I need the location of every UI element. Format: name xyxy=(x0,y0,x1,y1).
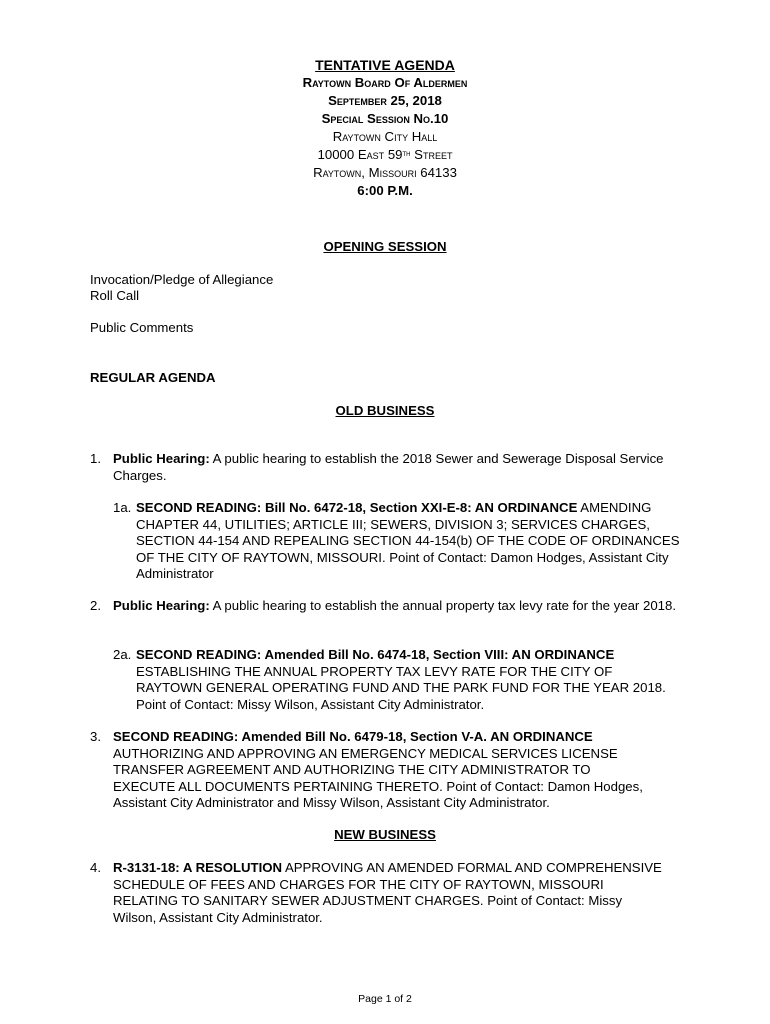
opening-session-heading: OPENING SESSION xyxy=(323,239,447,254)
item-number: 3. xyxy=(90,729,101,744)
item-number: 4. xyxy=(90,860,101,875)
item-lead: Public Hearing: xyxy=(113,598,210,613)
old-business-heading: OLD BUSINESS xyxy=(335,403,435,418)
item-number: 2. xyxy=(90,598,101,613)
item-lead: SECOND READING: Amended Bill No. 6479-18, Section V-A. AN ORDINANCE xyxy=(113,729,593,744)
invocation-item: Invocation/Pledge of Allegiance xyxy=(90,272,274,287)
street-number: 10000 East 59 xyxy=(317,147,403,162)
item-number: 1a. xyxy=(113,500,132,515)
item-lead: SECOND READING: Amended Bill No. 6474-18, Section VIII: AN ORDINANCE xyxy=(136,647,615,662)
session-label: Special Session No.10 xyxy=(321,111,449,126)
public-comments-item: Public Comments xyxy=(90,320,194,335)
item-number: 1. xyxy=(90,451,101,466)
item-lead: R-3131-18: A RESOLUTION xyxy=(113,860,283,875)
agenda-item-3 xyxy=(113,729,653,812)
street-name: Street xyxy=(410,147,453,162)
item-text: AMENDING CHAPTER 44, UTILITIES; ARTICLE III; SEWERS, DIVISION 3; SERVICES CHARGES, SECTION 44-154 AND REPEALING SECTION 44-154(b) OF THE CODE OF ORDINANCES OF THE CITY OF RAYTOWN, MISSOURI. Point of Contact: Damon Hodges, Assistant City Administrator xyxy=(136,500,680,581)
item-text: A public hearing to establish the 2018 Sewer and Sewerage Disposal Service Charges. xyxy=(113,451,664,483)
meeting-time: 6:00 P.M. xyxy=(357,183,413,198)
roll-call-item: Roll Call xyxy=(90,288,140,303)
agenda-item-2 xyxy=(113,598,678,615)
city-state-zip: Raytown, Missouri 64133 xyxy=(313,165,457,180)
item-number: 2a. xyxy=(113,647,132,662)
item-text: AUTHORIZING AND APPROVING AN EMERGENCY MEDICAL SERVICES LICENSE TRANSFER AGREEMENT AND AUTHORIZING THE CITY ADMINISTRATOR TO EXECUTE ALL DOCUMENTS PERTAINING THERETO. Point of Contact: Damon Hodges, Assistant City Administrator and Missy Wilson, Assistant City Administrator. xyxy=(113,745,643,810)
agenda-item-4 xyxy=(113,860,668,926)
agenda-item-1a xyxy=(136,500,681,583)
item-text: ESTABLISHING THE ANNUAL PROPERTY TAX LEVY RATE FOR THE CITY OF RAYTOWN GENERAL OPERATING FUND AND THE PARK FUND FOR THE YEAR 2018. Point of Contact: Missy Wilson, Assistant City Administrator. xyxy=(136,663,666,712)
regular-agenda-heading: REGULAR AGENDA xyxy=(90,370,216,385)
page-number: Page 1 of 2 xyxy=(358,993,412,1005)
venue: Raytown City Hall xyxy=(332,129,438,144)
new-business-heading: NEW BUSINESS xyxy=(334,827,436,842)
meeting-date: September 25, 2018 xyxy=(328,93,442,108)
board-name: Raytown Board Of Aldermen xyxy=(302,75,468,90)
street-suffix: th xyxy=(402,149,411,158)
agenda-item-2a xyxy=(136,647,666,713)
agenda-item-1 xyxy=(113,451,673,484)
item-lead: Public Hearing: xyxy=(113,451,210,466)
agenda-title: TENTATIVE AGENDA xyxy=(315,57,455,73)
item-text: A public hearing to establish the annual property tax levy rate for the year 2018. xyxy=(209,598,676,613)
item-lead: SECOND READING: Bill No. 6472-18, Section XXI-E-8: AN ORDINANCE xyxy=(136,500,578,515)
item-text: APPROVING AN AMENDED FORMAL AND COMPREHENSIVE SCHEDULE OF FEES AND CHARGES FOR THE CITY OF RAYTOWN, MISSOURI RELATING TO SANITARY SEWER ADJUSTMENT CHARGES. Point of Contact: Missy Wilson, Assistant City Administrator. xyxy=(113,860,662,925)
street-address xyxy=(0,146,770,164)
